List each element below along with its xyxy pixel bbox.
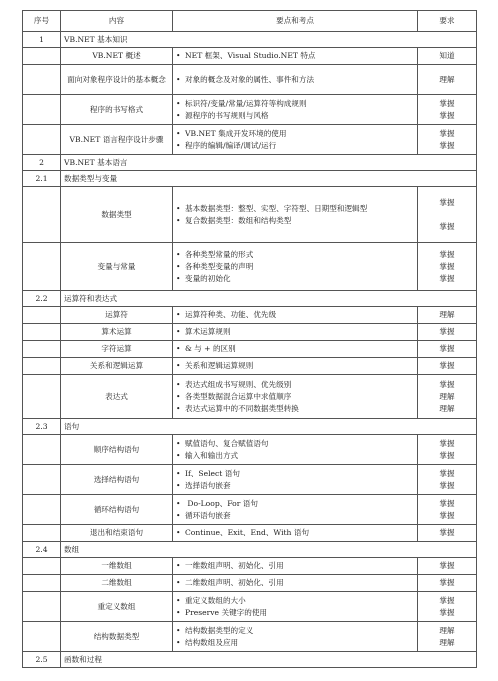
topic-title: 变量与常量 xyxy=(61,243,173,291)
chapter-row xyxy=(23,652,477,668)
topic-requirement xyxy=(418,48,477,65)
topic-points xyxy=(173,495,418,525)
requirement-value: 掌握 xyxy=(439,480,455,490)
topic-points xyxy=(173,558,418,575)
topic-title: VB.NET 语言程序设计步骤 xyxy=(61,125,173,155)
requirement-value: 掌握 xyxy=(439,110,455,120)
header-row xyxy=(23,11,477,32)
topic-points xyxy=(173,592,418,622)
point-item: • 标识符/变量/常量/运算符等构成规则 xyxy=(176,98,414,110)
point-item: • 各种类型常量的形式 xyxy=(176,249,414,261)
chapter-number: 2.1 xyxy=(23,171,61,187)
chapter-title: 函数和过程 xyxy=(61,652,477,668)
topic-requirement xyxy=(418,465,477,495)
chapter-title: VB.NET 基本语言 xyxy=(61,155,477,171)
requirement-value: 理解 xyxy=(439,391,455,401)
point-item: • 各类型数据混合运算中求值顺序 xyxy=(176,391,414,403)
point-item: • 表达式组成书写规则、优先级别 xyxy=(176,379,414,391)
chapter-row xyxy=(23,171,477,187)
topic-row xyxy=(23,243,477,291)
requirement-value: 掌握 xyxy=(439,578,455,587)
requirement-value: 掌握 xyxy=(439,379,455,389)
topic-requirement xyxy=(418,375,477,419)
requirement-value: 知道 xyxy=(439,51,455,60)
topic-title: 选择结构语句 xyxy=(61,465,173,495)
topic-row xyxy=(23,575,477,592)
topic-number xyxy=(23,48,61,65)
point-item: • & 与 + 的区别 xyxy=(176,343,414,355)
point-item: • 对象的概念及对象的属性、事件和方法 xyxy=(176,74,414,86)
topic-number xyxy=(23,95,61,125)
requirement-value: 掌握 xyxy=(439,249,455,259)
point-item: • 变量的初始化 xyxy=(176,273,414,285)
chapter-row xyxy=(23,291,477,307)
topic-points xyxy=(173,341,418,358)
topic-row xyxy=(23,435,477,465)
point-item: • 关系和逻辑运算规则 xyxy=(176,360,414,372)
point-item: • 源程序的书写规则与风格 xyxy=(176,110,414,122)
chapter-title: 语句 xyxy=(61,419,477,435)
topic-row xyxy=(23,622,477,652)
topic-number xyxy=(23,525,61,542)
header-content: 内容 xyxy=(61,11,173,32)
topic-points xyxy=(173,465,418,495)
point-item: • 表达式运算中的不同数据类型转换 xyxy=(176,403,414,415)
requirement-value: 掌握 xyxy=(439,327,455,336)
topic-requirement xyxy=(418,525,477,542)
point-item: • Do-Loop、For 语句 xyxy=(176,498,414,510)
requirement-value: 掌握 xyxy=(439,438,455,448)
requirement-value: 理解 xyxy=(439,625,455,635)
topic-number xyxy=(23,375,61,419)
point-item: • 程序的编辑/编译/调试/运行 xyxy=(176,140,414,152)
topic-number xyxy=(23,558,61,575)
requirement-value: 掌握 xyxy=(439,221,455,231)
topic-title: VB.NET 概述 xyxy=(61,48,173,65)
topic-requirement xyxy=(418,435,477,465)
topic-requirement xyxy=(418,575,477,592)
point-item: • 各种类型变量的声明 xyxy=(176,261,414,273)
requirement-value: 理解 xyxy=(439,310,455,319)
requirement-value: 掌握 xyxy=(439,468,455,478)
point-item: • 结构数组及应用 xyxy=(176,637,414,649)
topic-title: 结构数据类型 xyxy=(61,622,173,652)
topic-points xyxy=(173,48,418,65)
topic-points xyxy=(173,65,418,95)
chapter-number: 1 xyxy=(23,32,61,48)
topic-points xyxy=(173,358,418,375)
requirement-value: 掌握 xyxy=(439,261,455,271)
topic-number xyxy=(23,465,61,495)
point-item: • 重定义数组的大小 xyxy=(176,595,414,607)
topic-row xyxy=(23,95,477,125)
topic-points xyxy=(173,375,418,419)
topic-title: 算术运算 xyxy=(61,324,173,341)
topic-number xyxy=(23,575,61,592)
topic-row xyxy=(23,358,477,375)
topic-row xyxy=(23,125,477,155)
topic-requirement xyxy=(418,307,477,324)
header-requirement: 要求 xyxy=(418,11,477,32)
point-item: • 二维数组声明、初始化、引用 xyxy=(176,577,414,589)
topic-row xyxy=(23,465,477,495)
requirement-value: 掌握 xyxy=(439,607,455,617)
requirement-value: 掌握 xyxy=(439,361,455,370)
topic-points xyxy=(173,435,418,465)
chapter-number: 2.5 xyxy=(23,652,61,668)
requirement-value: 掌握 xyxy=(439,128,455,138)
topic-requirement xyxy=(418,243,477,291)
topic-points xyxy=(173,187,418,243)
topic-title: 一维数组 xyxy=(61,558,173,575)
topic-requirement xyxy=(418,95,477,125)
point-item: • 赋值语句、复合赋值语句 xyxy=(176,438,414,450)
topic-number xyxy=(23,495,61,525)
topic-points xyxy=(173,95,418,125)
topic-row xyxy=(23,341,477,358)
chapter-title: 数组 xyxy=(61,542,477,558)
topic-title: 数据类型 xyxy=(61,187,173,243)
point-item: • 算术运算规则 xyxy=(176,326,414,338)
requirement-value: 掌握 xyxy=(439,528,455,537)
topic-number xyxy=(23,592,61,622)
topic-row xyxy=(23,307,477,324)
chapter-row xyxy=(23,542,477,558)
topic-points xyxy=(173,575,418,592)
chapter-row xyxy=(23,155,477,171)
topic-number xyxy=(23,307,61,324)
topic-title: 运算符 xyxy=(61,307,173,324)
point-item: • Continue、Exit、End、With 语句 xyxy=(176,527,414,539)
topic-row xyxy=(23,592,477,622)
topic-requirement xyxy=(418,341,477,358)
topic-requirement xyxy=(418,324,477,341)
topic-number xyxy=(23,435,61,465)
topic-title: 面向对象程序设计的基本概念 xyxy=(61,65,173,95)
point-item: • 一维数组声明、初始化、引用 xyxy=(176,560,414,572)
topic-requirement xyxy=(418,358,477,375)
topic-number xyxy=(23,187,61,243)
point-item: • NET 框架、Visual Studio.NET 特点 xyxy=(176,50,414,62)
topic-title: 二维数组 xyxy=(61,575,173,592)
topic-points xyxy=(173,125,418,155)
requirement-value: 掌握 xyxy=(439,595,455,605)
requirement-value: 掌握 xyxy=(439,197,455,207)
topic-requirement xyxy=(418,592,477,622)
topic-requirement xyxy=(418,622,477,652)
topic-points xyxy=(173,324,418,341)
topic-title: 顺序结构语句 xyxy=(61,435,173,465)
header-no: 序号 xyxy=(23,11,61,32)
requirement-value: 理解 xyxy=(439,637,455,647)
point-item: • 基本数据类型：整型、实型、字符型、日期型和逻辑型 xyxy=(176,203,414,215)
requirement-value: 掌握 xyxy=(439,498,455,508)
topic-requirement xyxy=(418,558,477,575)
header-points: 要点和考点 xyxy=(173,11,418,32)
requirement-value: 理解 xyxy=(439,403,455,413)
topic-number xyxy=(23,341,61,358)
topic-title: 字符运算 xyxy=(61,341,173,358)
chapter-number: 2.2 xyxy=(23,291,61,307)
chapter-number: 2.3 xyxy=(23,419,61,435)
chapter-number: 2 xyxy=(23,155,61,171)
requirement-value: 掌握 xyxy=(439,450,455,460)
chapter-title: 运算符和表达式 xyxy=(61,291,477,307)
topic-row xyxy=(23,324,477,341)
topic-row xyxy=(23,375,477,419)
topic-number xyxy=(23,243,61,291)
topic-title: 循环结构语句 xyxy=(61,495,173,525)
point-item: • 运算符种类、功能、优先级 xyxy=(176,309,414,321)
topic-points xyxy=(173,307,418,324)
topic-row xyxy=(23,48,477,65)
point-item: • If、Select 语句 xyxy=(176,468,414,480)
chapter-title: VB.NET 基本知识 xyxy=(61,32,477,48)
topic-number xyxy=(23,622,61,652)
point-item: • 选择语句嵌套 xyxy=(176,480,414,492)
topic-requirement xyxy=(418,495,477,525)
topic-number xyxy=(23,125,61,155)
point-item: • 复合数据类型：数组和结构类型 xyxy=(176,215,414,227)
topic-row xyxy=(23,65,477,95)
topic-number xyxy=(23,358,61,375)
topic-title: 表达式 xyxy=(61,375,173,419)
topic-points xyxy=(173,525,418,542)
topic-requirement xyxy=(418,125,477,155)
topic-title: 关系和逻辑运算 xyxy=(61,358,173,375)
requirement-value: 掌握 xyxy=(439,561,455,570)
requirement-value: 理解 xyxy=(439,74,455,84)
chapter-title: 数据类型与变量 xyxy=(61,171,477,187)
chapter-number: 2.4 xyxy=(23,542,61,558)
point-item: • 循环语句嵌套 xyxy=(176,510,414,522)
requirement-value xyxy=(421,209,473,221)
point-item: • Preserve 关键字的使用 xyxy=(176,607,414,619)
requirement-value: 掌握 xyxy=(439,273,455,283)
topic-title: 退出和结束语句 xyxy=(61,525,173,542)
topic-points xyxy=(173,243,418,291)
requirement-value: 掌握 xyxy=(439,344,455,353)
topic-row xyxy=(23,525,477,542)
point-item: • 输入和输出方式 xyxy=(176,450,414,462)
topic-title: 重定义数组 xyxy=(61,592,173,622)
topic-row xyxy=(23,495,477,525)
topic-row xyxy=(23,187,477,243)
syllabus-table xyxy=(22,10,477,668)
topic-points xyxy=(173,622,418,652)
point-item: • VB.NET 集成开发环境的使用 xyxy=(176,128,414,140)
requirement-value: 掌握 xyxy=(439,98,455,108)
topic-number xyxy=(23,65,61,95)
requirement-value: 掌握 xyxy=(439,510,455,520)
requirement-value: 掌握 xyxy=(439,140,455,150)
chapter-row xyxy=(23,32,477,48)
topic-number xyxy=(23,324,61,341)
chapter-row xyxy=(23,419,477,435)
topic-title: 程序的书写格式 xyxy=(61,95,173,125)
topic-requirement xyxy=(418,187,477,243)
topic-row xyxy=(23,558,477,575)
topic-requirement xyxy=(418,65,477,95)
point-item: • 结构数据类型的定义 xyxy=(176,625,414,637)
